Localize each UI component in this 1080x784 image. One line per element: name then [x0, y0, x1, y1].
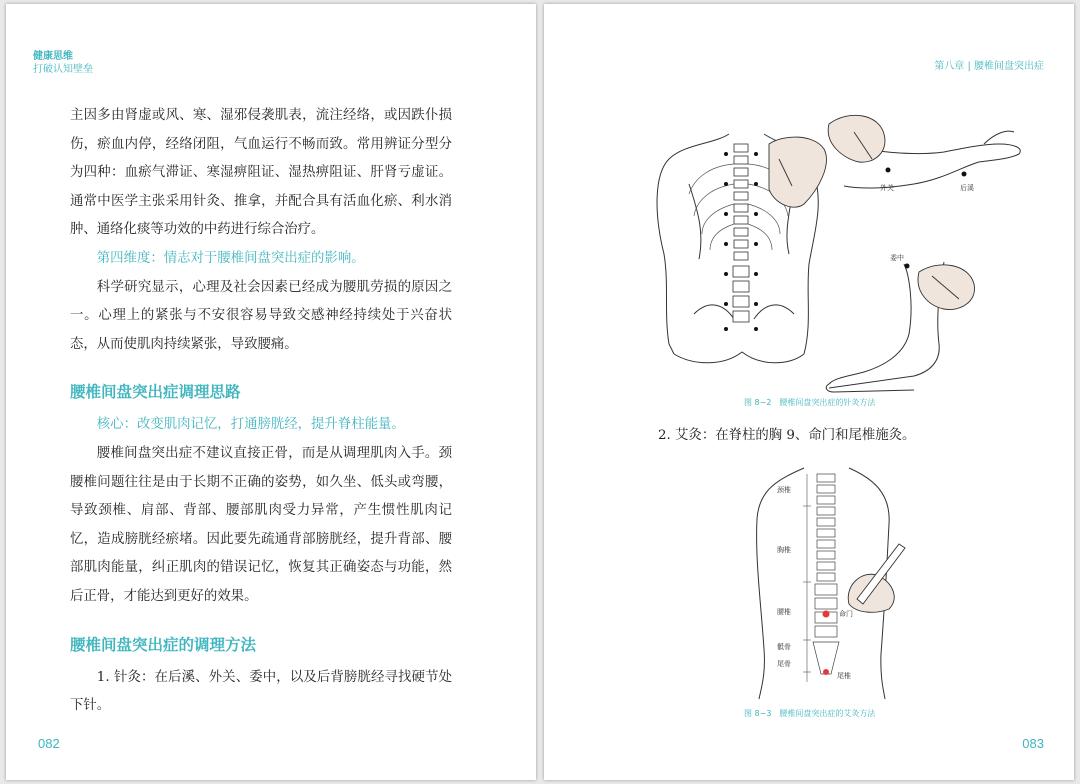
paragraph: 腰椎间盘突出症不建议直接正骨，而是从调理肌肉入手。颈腰椎问题往往是由于长期不正确的姿势，如久坐、低头或弯腰，导致颈椎、肩部、背部、腰部肌肉受力异常，产生惯性肌肉记忆，造成膀胱经瘀堵。因此要先疏通背部膀胱经，提升背部、腰部肌肉能量，纠正肌肉的错误记忆，恢复其正确姿态与功能，然后正骨，才能达到更好的效果。: [70, 445, 452, 604]
figure-caption: 图 8−2 腰椎间盘突出症的针灸方法: [744, 398, 876, 407]
spine-column: [813, 474, 839, 674]
paragraph: 科学研究显示，心理及社会因素已经成为腰肌劳损的原因之一。心理上的紧张与不安很容易导致交感神经持续处于兴奋状态，从而使肌肉持续紧张，导致腰痛。: [70, 279, 452, 352]
hand-needle-arm: [828, 115, 885, 162]
page-number: 082: [38, 736, 60, 751]
section-heading: 腰椎间盘突出症调理思路: [70, 383, 241, 402]
body-text: [70, 102, 452, 721]
core-subheading: 核心：改变肌肉记忆，打通膀胱经，提升脊柱能量。: [96, 417, 405, 433]
label-waiguan: 外关: [880, 184, 894, 192]
label-cervical: 颈椎: [777, 486, 791, 494]
label-weizhong: 委中: [890, 254, 904, 262]
figure-caption: 图 8−3 腰椎间盘突出症的艾灸方法: [744, 709, 876, 718]
label-houxi: 后溪: [960, 184, 974, 192]
label-thoracic: 胸椎: [777, 546, 791, 554]
paragraph: 主因多由肾虚或风、寒、湿邪侵袭肌表，流注经络，或因跌仆损伤，瘀血内停，经络闭阻，气血运行不畅而致。常用辨证分型分为四种：血瘀气滞证、寒湿痹阻证、湿热痹阻证、肝肾亏虚证。通常中医学主张采用针灸、推拿，并配合具有活血化瘀、利水消肿、通络化痰等功效的中药进行综合治疗。: [70, 108, 452, 238]
label-coccyx: 尾骨: [777, 660, 791, 668]
label-lumbar: 腰椎: [777, 608, 791, 616]
right-page: [544, 4, 1074, 780]
running-header: [33, 50, 93, 76]
label-mingmen: 命门: [839, 610, 853, 618]
subheading-dimension: 第四维度：情志对于腰椎间盘突出症的影响。: [96, 250, 365, 266]
hand-moxa-stick: [848, 544, 905, 612]
moxibustion-illustration: [739, 464, 914, 704]
label-tailbone: 尾椎: [837, 672, 851, 680]
book-title: 健康思维: [33, 51, 73, 62]
label-sacrum: 骶骨: [777, 643, 791, 651]
left-page: [6, 4, 536, 780]
paragraph: 1. 针灸：在后溪、外关、委中，以及后背膀胱经寻找硬节处下针。: [70, 669, 452, 714]
page-number: 083: [1022, 736, 1044, 751]
section-heading: 腰椎间盘突出症的调理方法: [70, 635, 257, 654]
chapter-header: 第八章 | 腰椎间盘突出症: [934, 61, 1044, 72]
moxibustion-text: 2. 艾灸：在脊柱的胸 9、命门和尾椎施灸。: [658, 428, 916, 443]
book-subtitle: 打破认知壁垒: [33, 64, 93, 75]
spine-vertebrae: [733, 144, 749, 322]
acupuncture-illustration: [614, 104, 1034, 394]
hand-needle-leg: [918, 265, 975, 310]
